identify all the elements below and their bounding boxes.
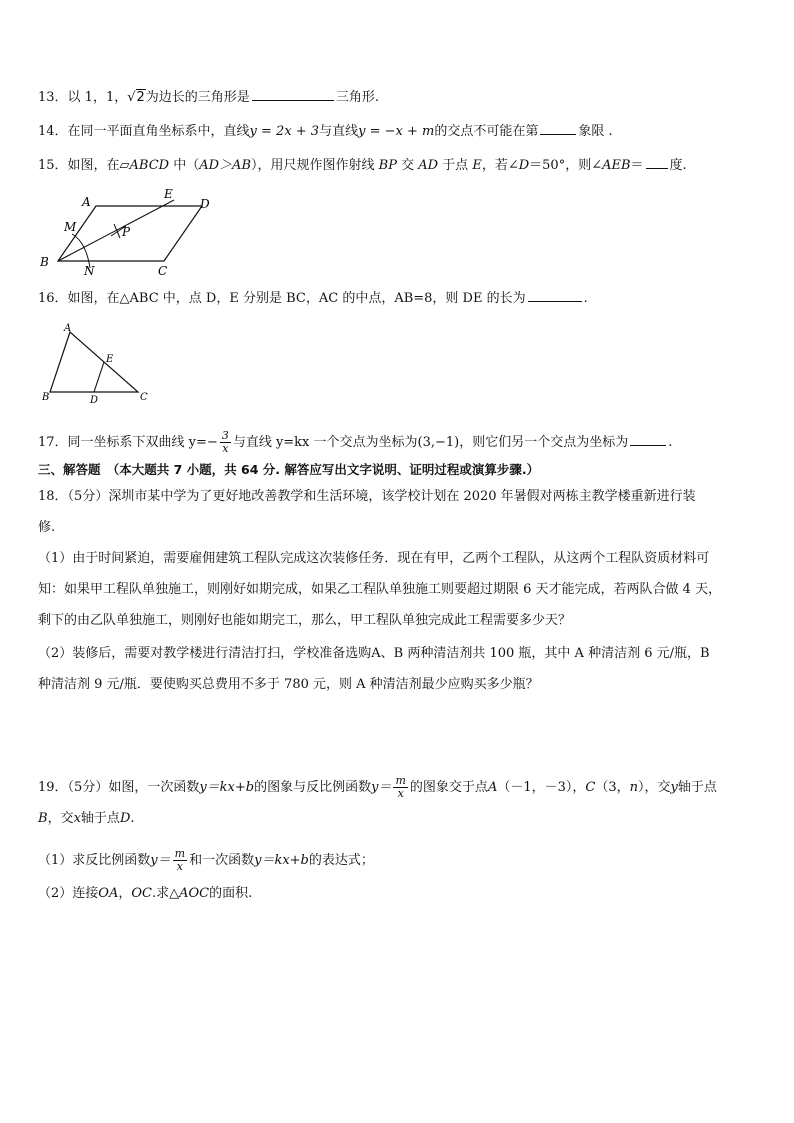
segment-de [94, 362, 104, 392]
arc-mn [72, 234, 90, 268]
question-15 [38, 156, 687, 175]
q17-middle: 与直线 y=kx 一个交点为坐标为(3,−1)，则它们另一个交点为坐标为 [232, 435, 629, 450]
q15-text: 交 [396, 158, 419, 173]
q19-text: 轴于点 [677, 780, 717, 795]
fraction-3-over-x: $\frac{3}{x}$ [221, 429, 229, 455]
q15-d: D [518, 158, 530, 173]
q13-middle: 为边长的三角形是 [145, 90, 250, 105]
q15-text: 于点 [438, 158, 473, 173]
triangle-figure [34, 322, 158, 406]
answer-blank [646, 156, 668, 169]
fraction-m-over-x: $\frac{m}{x}$ [395, 774, 406, 800]
answer-blank [540, 122, 576, 135]
q14-prefix: 14．在同一平面直角坐标系中，直线 [38, 124, 250, 139]
label-a: A [82, 195, 91, 209]
q16-text: 16．如图，在△ABC 中，点 D，E 分别是 BC，AC 的中点，AB=8，则 DE 的长为 [38, 291, 526, 306]
q17-prefix: 17．同一坐标系下双曲线 y=− [38, 435, 218, 450]
label-e: E [106, 354, 114, 365]
q19-text: （2）连接 [38, 886, 99, 901]
q18-text: 18．（5分）深圳市某中学为了更好地改善教学和生活环境，该学校计划在 2020 年暑假对两栋主教学楼重新进行装 [38, 489, 696, 504]
q18-part2-line1 [38, 645, 710, 663]
q19-var-y: y [670, 780, 678, 795]
q18-part1-line2 [38, 581, 721, 599]
q19-part2 [38, 885, 252, 903]
answer-blank [252, 88, 334, 101]
q18-line1 [38, 488, 696, 506]
q19-linear-fn: y＝kx+b [254, 853, 309, 868]
section-heading [38, 461, 539, 479]
q19-point-a: A [487, 780, 498, 795]
q15-e: E [472, 158, 482, 173]
q19-text: 的图象与反比例函数 [254, 780, 372, 795]
q15-text: ，若∠ [481, 158, 519, 173]
q18-text: 修. [38, 520, 56, 535]
q19-text: 和一次函数 [189, 853, 255, 868]
triangle-abc [50, 332, 138, 392]
q19-text: 轴于点 [80, 811, 120, 826]
q18-part1-line1 [38, 550, 709, 568]
q19-text: ， [118, 886, 132, 901]
q18-text: 剩下的由乙队单独施工，则刚好也能如期完工，那么，甲工程队单独完成此工程需要多少天？ [38, 613, 572, 628]
q15-text: ），用尺规作图作射线 [251, 158, 379, 173]
q18-part2-line2 [38, 676, 539, 694]
label-c: C [158, 264, 168, 278]
q16-suffix: . [583, 291, 588, 306]
q15-text: 中（ [169, 158, 200, 173]
q18-text: （2）装修后，需要对教学楼进行清洁打扫，学校准备选购A、B 两种清洁剂共 100 瓶，其中 A 种清洁剂 6 元/瓶，B [38, 646, 710, 661]
q17-suffix: . [668, 435, 673, 450]
q15-bp: BP [378, 158, 397, 173]
answer-blank [528, 289, 582, 302]
q14-line2: y = −x + m [358, 124, 435, 139]
q19-line1 [38, 775, 717, 800]
label-c: C [140, 392, 148, 403]
q19-line2 [38, 810, 135, 828]
q15-text: ＝ [630, 158, 644, 173]
q15-abcd: ABCD [129, 158, 170, 173]
q19-text: y＝ [371, 780, 392, 795]
q18-text: 种清洁剂 9 元/瓶．要使购买总费用不多于 780 元，则 A 种清洁剂最少应购买多少瓶？ [38, 677, 539, 692]
q19-point-b: B [38, 811, 48, 826]
question-13 [38, 88, 379, 107]
q19-text: . [130, 811, 135, 826]
q19-text: y＝ [150, 853, 171, 868]
q19-text: （3， [595, 780, 630, 795]
q19-point-d: D [119, 811, 131, 826]
q15-suffix: 度. [669, 158, 687, 173]
q14-mid: 与直线 [319, 124, 359, 139]
label-n: N [84, 264, 95, 278]
q19-part1 [38, 848, 374, 873]
q19-text: ），交 [637, 780, 671, 795]
q19-var-n: n [629, 780, 638, 795]
section-heading-text: 三、解答题 （本大题共 7 小题，共 64 分. 解答应写出文字说明、证明过程或演算步骤.） [38, 462, 540, 477]
q14-suffix: 象限 . [578, 124, 613, 139]
fraction-m-over-x: $\frac{m}{x}$ [174, 847, 186, 873]
sqrt-2: √2 [127, 90, 145, 105]
parallelogram-figure [34, 186, 224, 278]
q14-line1: y = 2x + 3 [249, 124, 320, 139]
q15-text: 15．如图，在▱ [38, 158, 130, 173]
q18-text: 知：如果甲工程队单独施工，则刚好如期完成，如果乙工程队单独施工则要超过期限 6 天才能完成，若两队合做 4 天， [38, 582, 722, 597]
q19-text: ，交 [47, 811, 74, 826]
label-a: A [64, 323, 72, 334]
q19-oc: OC [131, 886, 152, 901]
question-17 [38, 430, 672, 455]
q19-aoc: AOC [179, 886, 210, 901]
answer-blank [630, 433, 666, 446]
q18-part1-line3 [38, 612, 571, 630]
q13-prefix: 13．以 1，1， [38, 90, 128, 105]
label-m: M [64, 220, 77, 234]
q19-text: .求△ [151, 886, 180, 901]
q15-ad: AD [418, 158, 439, 173]
q15-aeb: AEB [602, 158, 631, 173]
q19-text: （－1，－3）， [497, 780, 586, 795]
q19-text: 的图象交于点 [409, 780, 488, 795]
q13-suffix: 三角形. [335, 90, 379, 105]
q15-ad-ab: AD＞AB [199, 158, 252, 173]
q15-text: ＝50°，则∠ [529, 158, 603, 173]
q18-line2 [38, 519, 55, 537]
q19-text: （1）求反比例函数 [38, 853, 151, 868]
q19-text: 19．（5分）如图，一次函数 [38, 780, 200, 795]
question-16 [38, 289, 588, 308]
q19-text: 的面积. [209, 886, 253, 901]
q19-oa: OA [98, 886, 119, 901]
label-b: B [40, 255, 49, 269]
label-p: P [122, 225, 131, 239]
q19-linear-fn: y＝kx+b [199, 780, 255, 795]
label-d: D [200, 197, 210, 211]
q14-after: 的交点不可能在第 [434, 124, 539, 139]
label-e: E [164, 187, 173, 201]
q18-text: （1）由于时间紧迫，需要雇佣建筑工程队完成这次装修任务．现在有甲，乙两个工程队，从这两个工程队资质材料可 [38, 551, 710, 566]
q19-point-c: C [585, 780, 596, 795]
q19-text: 的表达式； [308, 853, 374, 868]
label-b: B [42, 392, 50, 403]
q19-var-x: x [73, 811, 81, 826]
label-d: D [90, 395, 99, 406]
question-14 [38, 122, 613, 141]
